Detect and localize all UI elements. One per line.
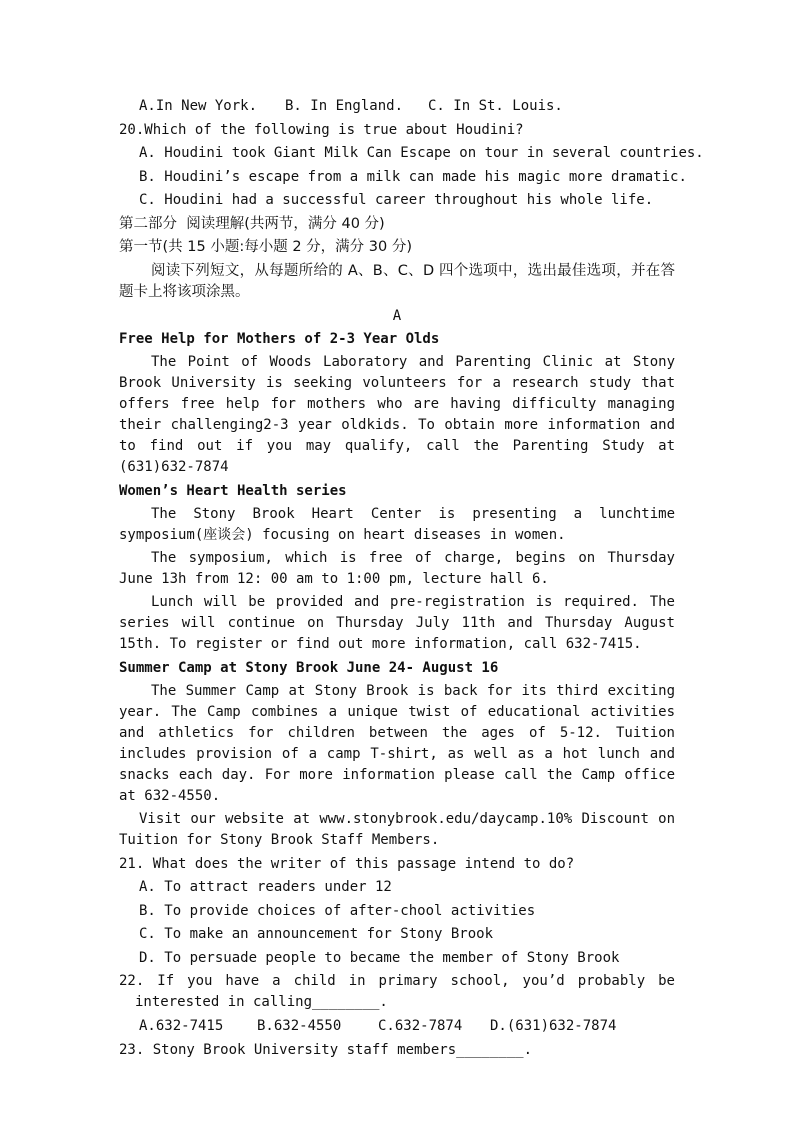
- paragraph-website: Visit our website at www.stonybrook.edu/daycamp.10% Discount on Tuition for Stony Brook Staff Members.: [119, 810, 675, 848]
- q19-option-c: C. In St. Louis.: [428, 98, 563, 114]
- q21-option-b: B. To provide choices of after-chool activities: [139, 902, 536, 919]
- heading-free-help: Free Help for Mothers of 2-3 Year Olds: [119, 330, 440, 347]
- paragraph-summer-camp: The Summer Camp at Stony Brook is back for its third exciting year. The Camp combines a unique twist of educational activities and athletics for children between the ages of 5-12. Tuition includes provision of a camp T-shirt, as well as a hot lunch and snacks each day. For more information please call the Camp office at 632-4550.: [119, 682, 675, 804]
- q23-stem: 23. Stony Brook University staff members________.: [119, 1041, 533, 1058]
- q19-option-b: B. In England.: [285, 98, 404, 114]
- exam-page: [119, 95, 704, 1062]
- passage-label: A: [392, 307, 402, 324]
- q22-stem: 22. If you have a child in primary school, you’d probably be interested in calling________.: [119, 973, 675, 1010]
- paragraph-symposium: The symposium, which is free of charge, begins on Thursday June 13h from 12: 00 am to 1:00 pm, lecture hall 6.: [119, 549, 675, 587]
- section-part-title: 第二部分 阅读理解(共两节，满分 40 分): [119, 215, 385, 232]
- paragraph-lunch: Lunch will be provided and pre-registration is required. The series will continue on Thursday July 11th and Thursday August 15th. To register or find out more information, call 632-7415.: [119, 593, 675, 652]
- section-instruction: 阅读下列短文，从每题所给的 A、B、C、D 四个选项中，选出最佳选项，并在答题卡上将该项涂黑。: [119, 262, 675, 300]
- q22-option-d: D.(631)632-7874: [490, 1018, 617, 1034]
- q21-stem: 21. What does the writer of this passage intend to do?: [119, 855, 575, 872]
- paragraph-heart-center: The Stony Brook Heart Center is presenting a lunchtime symposium(座谈会) focusing on heart diseases in women.: [119, 505, 675, 543]
- q22-option-b: B.632-4550: [257, 1018, 342, 1034]
- q22-option-c: C.632-7874: [378, 1018, 463, 1034]
- section-sub-title: 第一节(共 15 小题:每小题 2 分，满分 30 分): [119, 239, 412, 255]
- q22-option-a: A.632-7415: [139, 1018, 224, 1034]
- q20-stem: 20.Which of the following is true about Houdini?: [119, 121, 524, 138]
- heading-heart-health: Women’s Heart Health series: [119, 482, 347, 499]
- q21-option-d: D. To persuade people to became the member of Stony Brook: [139, 949, 620, 966]
- q20-option-a: A. Houdini took Giant Milk Can Escape on tour in several countries.: [139, 145, 704, 161]
- q22-options: [119, 1015, 675, 1039]
- q21-option-c: C. To make an announcement for Stony Brook: [139, 926, 494, 942]
- q19-options: [119, 95, 675, 119]
- heading-summer-camp: Summer Camp at Stony Brook June 24- August 16: [119, 659, 499, 676]
- q19-option-a: A.In New York.: [139, 98, 258, 114]
- q21-option-a: A. To attract readers under 12: [139, 879, 392, 895]
- q20-option-c: C. Houdini had a successful career throughout his whole life.: [139, 192, 654, 208]
- q20-option-b: B. Houdini’s escape from a milk can made his magic more dramatic.: [139, 168, 687, 185]
- paragraph-free-help: The Point of Woods Laboratory and Parenting Clinic at Stony Brook University is seeking volunteers for a research study that offers free help for mothers who are having difficulty managing their challenging2-3 year oldkids. To obtain more information and to find out if you may qualify, call the Parenting Study at (631)632-7874: [119, 353, 675, 475]
